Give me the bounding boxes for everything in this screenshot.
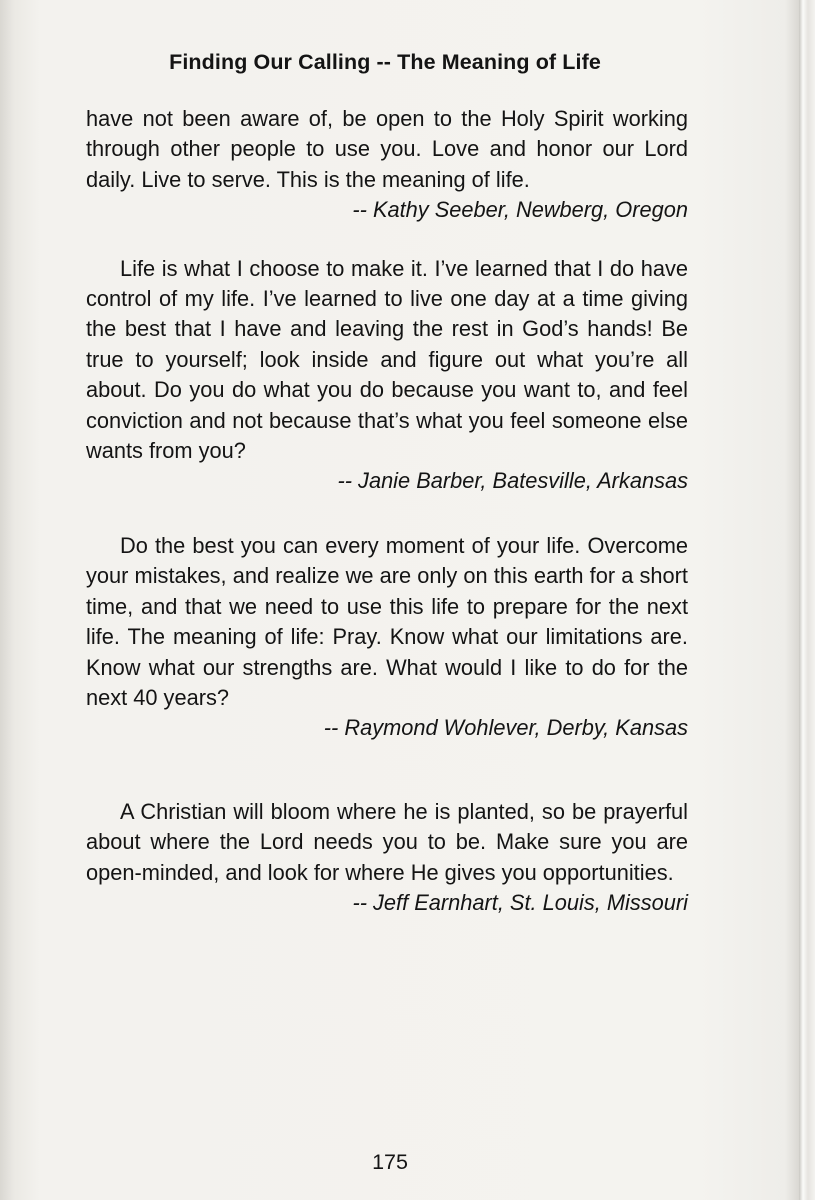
paragraph-spacer — [86, 497, 688, 531]
paragraph-spacer — [86, 226, 688, 254]
page-edge — [799, 0, 815, 1200]
paragraph-spacer — [86, 744, 688, 797]
page-number: 175 — [372, 1150, 408, 1174]
entry-attribution-3: -- Raymond Wohlever, Derby, Kansas — [323, 715, 688, 741]
entry-text-1: have not been aware of, be open to the Holy Spirit working through other people to use you. Love and honor our Lord daily. Live to serve. This is the meaning of life. — [86, 106, 688, 192]
entry-attribution-1: -- Kathy Seeber, Newberg, Oregon — [352, 197, 688, 223]
entry-text-4: A Christian will bloom where he is planted, so be prayerful about where the Lord needs you to be. Make sure you are open-minded, and look for where He gives you opportunities. — [86, 798, 688, 885]
entry-text-2: Life is what I choose to make it. I’ve learned that I do have control of my life. I’ve learned to live one day at a time giving the best that I have and leaving the rest in God’s hands! Be true to yourself; look inside and figure out what you’re all about. Do you do what you do because you want to, and feel conviction and not because that’s what you feel someone else wants from you? — [86, 255, 688, 464]
entry-attribution-2: -- Janie Barber, Batesville, Arkansas — [337, 468, 688, 494]
page-body — [86, 104, 688, 918]
running-head: Finding Our Calling -- The Meaning of Life — [169, 50, 601, 74]
entry-text-3: Do the best you can every moment of your life. Overcome your mistakes, and realize we are only on this earth for a short time, and that we need to use this life to prepare for the next life. The meaning of life: Pray. Know what our limitations are. Know what our strengths are. What would I like to do for the next 40 years? — [86, 532, 688, 710]
entry-attribution-4: -- Jeff Earnhart, St. Louis, Missouri — [352, 889, 688, 915]
